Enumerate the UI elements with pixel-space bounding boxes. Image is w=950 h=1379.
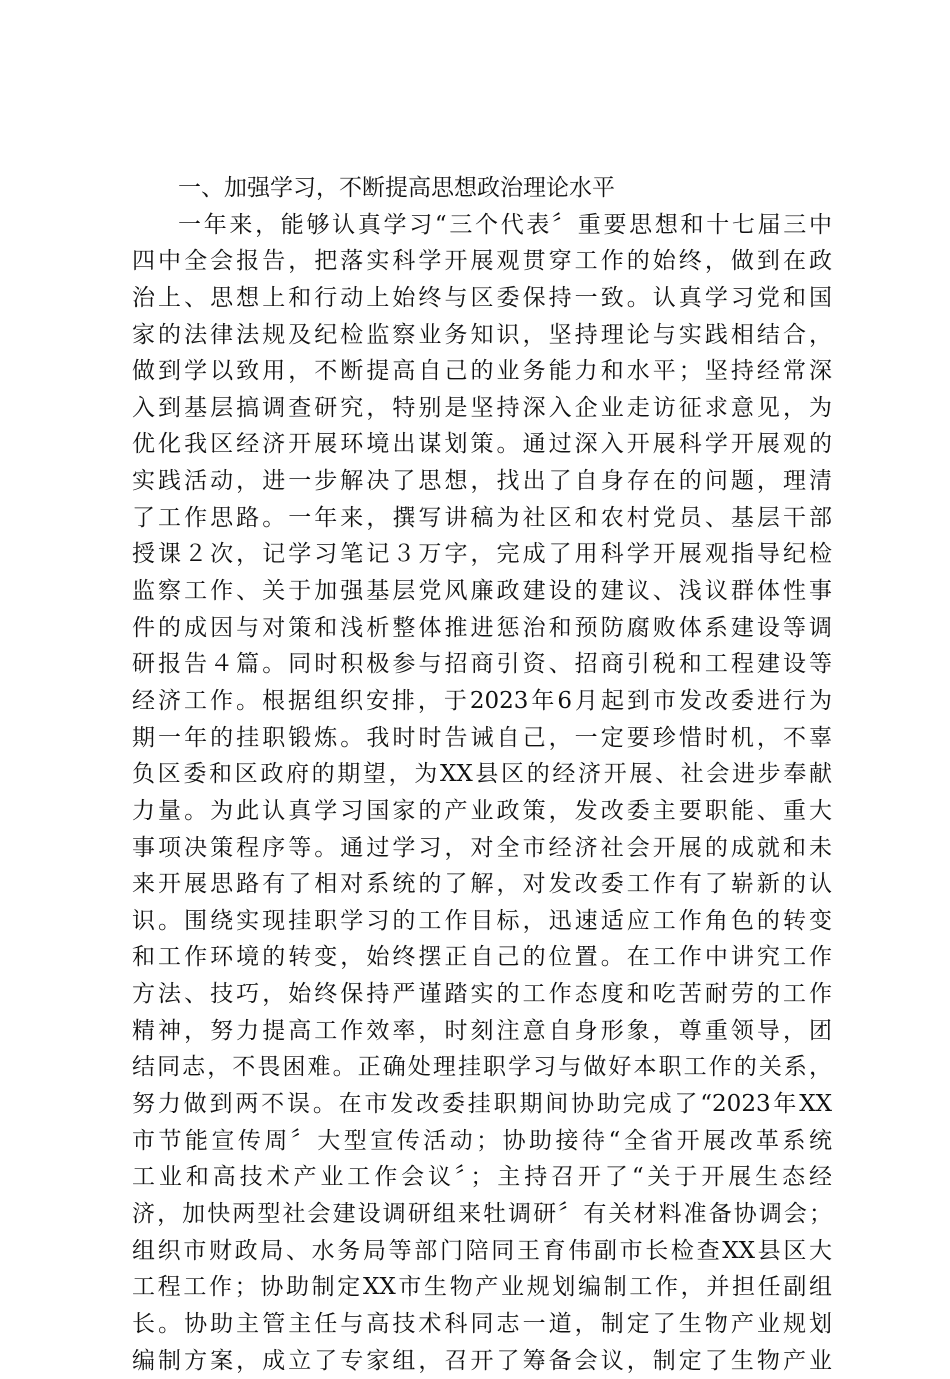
paragraph-line: 济，加快两型社会建设调研组来牡调研〞有关材料准备协调会；: [132, 1196, 832, 1233]
paragraph-line: 家的法律法规及纪检监察业务知识，坚持理论与实践相结合，: [132, 317, 832, 354]
section-heading: 一、加强学习，不断提高思想政治理论水平: [132, 170, 832, 207]
paragraph-line: 件的成因与对策和浅析整体推进惩治和预防腐败体系建设等调: [132, 610, 832, 647]
paragraph-line: 一年来，能够认真学习“三个代表〞重要思想和十七届三中: [132, 207, 832, 244]
paragraph-line: 努力做到两不误。在市发改委挂职期间协助完成了“2023年XX: [132, 1086, 832, 1123]
paragraph-line: 工程工作；协助制定XX市生物产业规划编制工作，并担任副组: [132, 1269, 832, 1306]
paragraph-line: 编制方案，成立了专家组，召开了筹备会议，制定了生物产业: [132, 1343, 832, 1379]
paragraph-line: 市节能宣传周〞大型宣传活动；协助接待“全省开展改革系统: [132, 1123, 832, 1160]
paragraph-line: 长。协助主管主任与高技术科同志一道，制定了生物产业规划: [132, 1306, 832, 1343]
paragraph-line: 方法、技巧，始终保持严谨踏实的工作态度和吃苦耐劳的工作: [132, 976, 832, 1013]
paragraph-line: 和工作环境的转变，始终摆正自己的位置。在工作中讲究工作: [132, 939, 832, 976]
paragraph-line: 结同志，不畏困难。正确处理挂职学习与做好本职工作的关系，: [132, 1049, 832, 1086]
paragraph-line: 工业和高技术产业工作会议〞；主持召开了“关于开展生态经: [132, 1159, 832, 1196]
paragraph-line: 实践活动，进一步解决了思想，找出了自身存在的问题，理清: [132, 463, 832, 500]
paragraph-line: 组织市财政局、水务局等部门陪同王育伟副市长检查XX县区大: [132, 1233, 832, 1270]
paragraph-line: 负区委和区政府的期望，为XX县区的经济开展、社会进步奉献: [132, 756, 832, 793]
paragraph-line: 研报告４篇。同时积极参与招商引资、招商引税和工程建设等: [132, 646, 832, 683]
paragraph-line: 优化我区经济开展环境出谋划策。通过深入开展科学开展观的: [132, 426, 832, 463]
paragraph-line: 事项决策程序等。通过学习，对全市经济社会开展的成就和未: [132, 830, 832, 867]
paragraph-line: 四中全会报告，把落实科学开展观贯穿工作的始终，做到在政: [132, 243, 832, 280]
paragraph-line: 识。围绕实现挂职学习的工作目标，迅速适应工作角色的转变: [132, 903, 832, 940]
paragraph-line: 了工作思路。一年来，撰写讲稿为社区和农村党员、基层干部: [132, 500, 832, 537]
paragraph-line: 经济工作。根据组织安排，于2023年6月起到市发改委进行为: [132, 683, 832, 720]
paragraph-line: 监察工作、关于加强基层党风廉政建设的建议、浅议群体性事: [132, 573, 832, 610]
paragraph-line: 入到基层搞调查研究，特别是坚持深入企业走访征求意见，为: [132, 390, 832, 427]
paragraph-line: 做到学以致用，不断提高自己的业务能力和水平；坚持经常深: [132, 353, 832, 390]
paragraph-line: 授课２次，记学习笔记３万字，完成了用科学开展观指导纪检: [132, 536, 832, 573]
paragraph-line: 精神，努力提高工作效率，时刻注意自身形象，尊重领导，团: [132, 1013, 832, 1050]
document-body: [132, 170, 832, 1379]
paragraph-line: 来开展思路有了相对系统的了解，对发改委工作有了崭新的认: [132, 866, 832, 903]
paragraph-line: 力量。为此认真学习国家的产业政策，发改委主要职能、重大: [132, 793, 832, 830]
paragraph-line: 治上、思想上和行动上始终与区委保持一致。认真学习党和国: [132, 280, 832, 317]
paragraph-line: 期一年的挂职锻炼。我时时告诫自己，一定要珍惜时机，不辜: [132, 720, 832, 757]
